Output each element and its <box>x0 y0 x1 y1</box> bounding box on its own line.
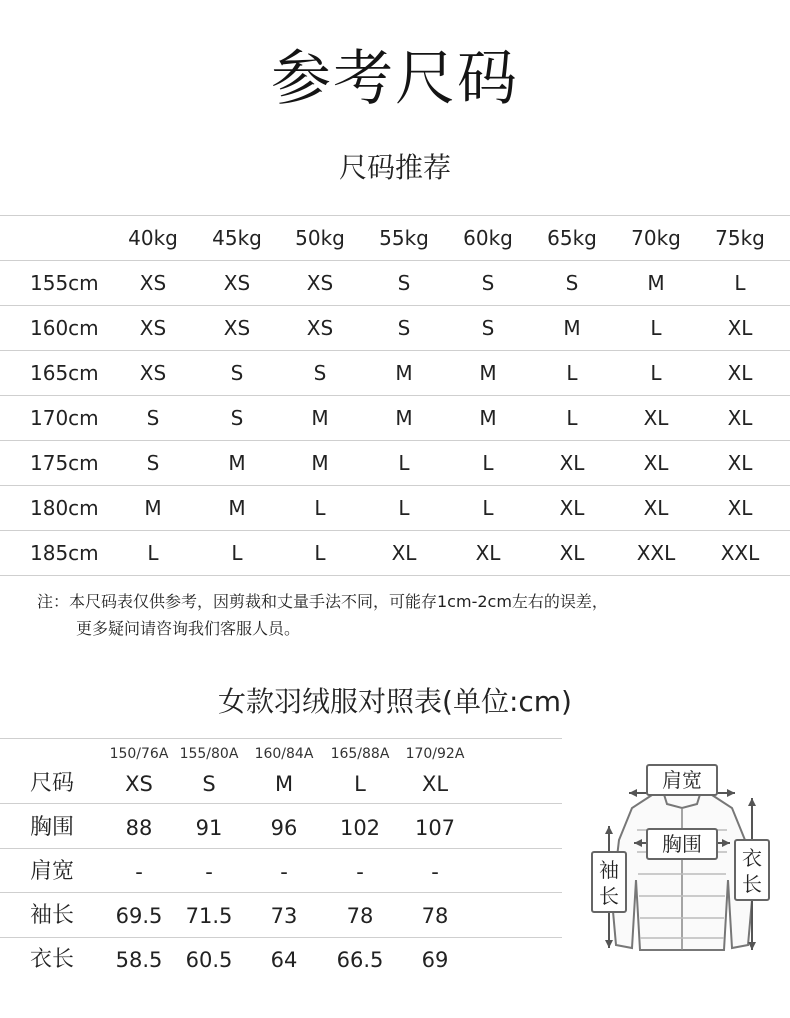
value-cell: 78 <box>346 904 374 928</box>
size-cell: M <box>647 271 665 295</box>
weight-header: 75kg <box>715 226 765 250</box>
size-cell: XS <box>139 361 167 385</box>
size-cell: S <box>230 361 244 385</box>
size-cell: M <box>311 406 329 430</box>
size-cell: M <box>479 361 497 385</box>
size-cell: L <box>314 496 326 520</box>
size-cell: M <box>395 406 413 430</box>
size-cell: L <box>650 316 662 340</box>
weight-header: 55kg <box>379 226 429 250</box>
size-cell: L <box>566 406 578 430</box>
chest-label: 胸围 <box>662 832 702 856</box>
sleeve-label-2: 长 <box>599 884 619 908</box>
value-cell: 69 <box>421 948 449 972</box>
table-row <box>0 894 562 938</box>
weight-header: 40kg <box>128 226 178 250</box>
size-cell: L <box>398 451 410 475</box>
size-cell: S <box>397 271 411 295</box>
size-cell: XS <box>223 316 251 340</box>
size-cell: XL <box>643 451 669 475</box>
size-cell: M <box>144 496 162 520</box>
height-label: 175cm <box>30 451 99 475</box>
size-cell: XL <box>643 496 669 520</box>
length-label-1: 衣 <box>742 846 762 870</box>
note-line-1: 注：本尺码表仅供参考，因剪裁和丈量手法不同，可能存1cm-2cm左右的误差， <box>37 592 608 611</box>
value-cell: - <box>431 860 439 884</box>
size-cell: XL <box>559 451 585 475</box>
table-row <box>0 530 790 576</box>
size-code: 170/92A <box>405 746 465 762</box>
size-cell: XL <box>391 541 417 565</box>
size-cell: M <box>479 406 497 430</box>
value-cell: 91 <box>195 816 223 840</box>
womens-title: 女款羽绒服对照表(单位:cm) <box>218 685 572 718</box>
size-cell: M <box>395 361 413 385</box>
jacket-svg <box>582 760 782 960</box>
size-cell: S <box>230 406 244 430</box>
size-cell: S <box>565 271 579 295</box>
size-cell: L <box>566 361 578 385</box>
size-code: 165/88A <box>330 746 390 762</box>
value-cell: 66.5 <box>336 948 384 972</box>
size-cell: S <box>481 271 495 295</box>
height-label: 185cm <box>30 541 99 565</box>
height-label: 160cm <box>30 316 99 340</box>
weight-header: 50kg <box>295 226 345 250</box>
table-row <box>0 305 790 350</box>
recommend-table <box>0 215 790 576</box>
height-label: 155cm <box>30 271 99 295</box>
size-cell: S <box>146 406 160 430</box>
table-row <box>0 440 790 485</box>
value-cell: 60.5 <box>185 948 233 972</box>
table-row <box>0 260 790 305</box>
size-cell: L <box>314 541 326 565</box>
size-cell: L <box>482 451 494 475</box>
length-label-2: 长 <box>742 872 762 896</box>
weight-header: 45kg <box>212 226 262 250</box>
size-cell: XL <box>727 496 753 520</box>
size-cell: L <box>650 361 662 385</box>
value-cell: - <box>280 860 288 884</box>
height-label: 170cm <box>30 406 99 430</box>
value-cell: 107 <box>414 816 456 840</box>
value-cell: S <box>202 772 216 796</box>
table-row <box>0 850 562 894</box>
size-cell: XL <box>727 316 753 340</box>
row-label: 袖长 <box>30 903 75 928</box>
size-cell: XL <box>559 541 585 565</box>
size-cell: XS <box>306 316 334 340</box>
table-row <box>0 350 790 395</box>
value-cell: L <box>354 772 366 796</box>
size-cell: XS <box>223 271 251 295</box>
height-label: 180cm <box>30 496 99 520</box>
value-cell: 78 <box>421 904 449 928</box>
size-cell: XL <box>643 406 669 430</box>
sleeve-label-1: 袖 <box>599 858 619 882</box>
size-cell: M <box>311 451 329 475</box>
size-cell: L <box>231 541 243 565</box>
size-cell: XS <box>139 316 167 340</box>
value-cell: 88 <box>125 816 153 840</box>
size-cell: M <box>228 451 246 475</box>
size-cell: XS <box>306 271 334 295</box>
table-row <box>0 806 562 850</box>
page-title: 参考尺码 <box>271 44 519 114</box>
weight-header: 65kg <box>547 226 597 250</box>
size-cell: XL <box>727 451 753 475</box>
table-row <box>0 938 562 982</box>
value-cell: 58.5 <box>115 948 163 972</box>
row-label: 胸围 <box>30 815 75 840</box>
row-label: 肩宽 <box>30 859 75 884</box>
value-cell: XS <box>125 772 153 796</box>
shoulder-label: 肩宽 <box>662 768 702 792</box>
recommend-title: 尺码推荐 <box>338 151 451 184</box>
size-cell: L <box>147 541 159 565</box>
value-cell: - <box>356 860 364 884</box>
table-row <box>0 395 790 440</box>
row-label: 尺码 <box>30 771 75 796</box>
size-cell: S <box>397 316 411 340</box>
table-row <box>0 485 790 530</box>
size-cell: XS <box>139 271 167 295</box>
value-cell: 96 <box>270 816 298 840</box>
size-cell: XXL <box>720 541 760 565</box>
recommend-header-row <box>0 215 790 260</box>
size-cell: XL <box>475 541 501 565</box>
value-cell: 102 <box>339 816 381 840</box>
weight-header: 70kg <box>631 226 681 250</box>
size-code: 155/80A <box>179 746 239 762</box>
size-cell: XXL <box>636 541 676 565</box>
note-line-2: 更多疑问请咨询我们客服人员。 <box>76 619 301 638</box>
value-cell: 71.5 <box>185 904 233 928</box>
size-cell: XL <box>727 406 753 430</box>
weight-header: 60kg <box>463 226 513 250</box>
value-cell: XL <box>421 772 449 796</box>
value-cell: 64 <box>270 948 298 972</box>
row-label: 衣长 <box>30 947 75 972</box>
size-cell: XL <box>559 496 585 520</box>
size-cell: S <box>313 361 327 385</box>
value-cell: 73 <box>270 904 298 928</box>
size-cell: XL <box>727 361 753 385</box>
jacket-diagram <box>582 760 782 960</box>
value-cell: M <box>274 772 294 796</box>
size-cell: L <box>398 496 410 520</box>
size-cell: L <box>482 496 494 520</box>
size-cell: M <box>228 496 246 520</box>
size-code: 150/76A <box>109 746 169 762</box>
size-cell: S <box>146 451 160 475</box>
size-cell: S <box>481 316 495 340</box>
value-cell: - <box>205 860 213 884</box>
size-cell: L <box>734 271 746 295</box>
table-row <box>0 762 562 806</box>
size-cell: M <box>563 316 581 340</box>
value-cell: 69.5 <box>115 904 163 928</box>
size-code: 160/84A <box>254 746 314 762</box>
value-cell: - <box>135 860 143 884</box>
height-label: 165cm <box>30 361 99 385</box>
table-divider <box>0 738 562 739</box>
